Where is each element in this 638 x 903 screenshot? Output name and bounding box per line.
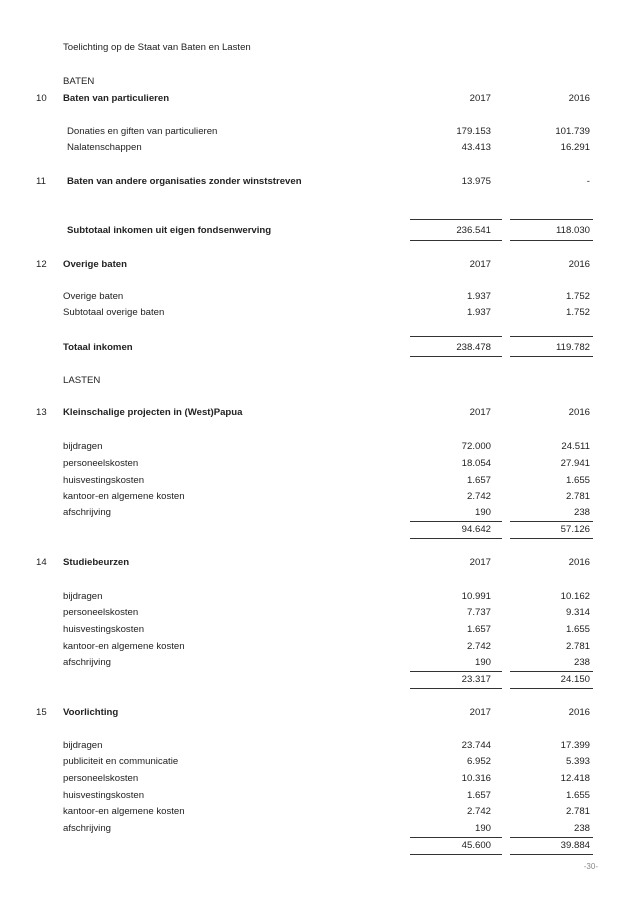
row-value-2016: 118.030 — [556, 225, 590, 236]
rule — [510, 521, 593, 522]
row-value-2016: 2.781 — [565, 806, 590, 817]
rule — [410, 837, 502, 838]
row-value-2016: 5.393 — [565, 756, 590, 767]
row-label: Nalatenschappen — [67, 142, 142, 153]
rule — [410, 240, 502, 241]
row-value-2017: 2.742 — [466, 491, 491, 502]
row-value-2017: 2.742 — [466, 641, 491, 652]
row-value-2017: 236.541 — [456, 225, 491, 236]
row-value-2017: 2.742 — [466, 806, 491, 817]
row-value-2017: 190 — [474, 507, 491, 518]
section-title: Baten van andere organisaties zonder winststreven — [67, 176, 302, 187]
row-value-2017: 1.657 — [466, 475, 491, 486]
row-value-2017: 6.952 — [466, 756, 491, 767]
rule — [410, 671, 502, 672]
row-label: publiciteit en communicatie — [63, 756, 179, 767]
row-label: Subtotaal overige baten — [63, 307, 165, 318]
row-label: Donaties en giften van particulieren — [67, 126, 218, 137]
row-value-2017: 1.657 — [466, 790, 491, 801]
row-label: kantoor-en algemene kosten — [63, 806, 185, 817]
year-2017: 2017 — [469, 93, 491, 104]
row-value-2016: 10.162 — [560, 591, 590, 602]
rule — [510, 219, 593, 220]
section-number: 11 — [36, 176, 46, 187]
row-value-2017: 10.316 — [461, 773, 491, 784]
row-label: bijdragen — [63, 441, 103, 452]
year-2017: 2017 — [469, 407, 491, 418]
row-value-2017: 179.153 — [456, 126, 491, 137]
row-label: Subtotaal inkomen uit eigen fondsenwerving — [67, 225, 272, 236]
year-2016: 2016 — [568, 557, 590, 568]
section-title: Voorlichting — [63, 707, 119, 718]
row-value-2016: 1.655 — [565, 475, 590, 486]
row-value-2016: 16.291 — [560, 142, 590, 153]
page-title: Toelichting op de Staat van Baten en Lasten — [63, 42, 251, 53]
row-label: Overige baten — [63, 291, 124, 302]
row-label: afschrijving — [63, 507, 111, 518]
row-value-2017: 190 — [474, 657, 491, 668]
row-value-2016: 27.941 — [560, 458, 590, 469]
row-label: huisvestingskosten — [63, 475, 145, 486]
row-value-2017: 13.975 — [461, 176, 491, 187]
rule — [410, 336, 502, 337]
row-label: kantoor-en algemene kosten — [63, 641, 185, 652]
row-value-2017: 1.937 — [466, 307, 491, 318]
row-value-2017: 10.991 — [461, 591, 491, 602]
row-value-2016: 1.752 — [565, 291, 590, 302]
row-label: bijdragen — [63, 740, 103, 751]
row-label: personeelskosten — [63, 458, 139, 469]
rule — [410, 356, 502, 357]
row-label: afschrijving — [63, 657, 111, 668]
section-number: 12 — [36, 259, 47, 270]
year-2016: 2016 — [568, 707, 590, 718]
row-value-2016: 1.655 — [565, 624, 590, 635]
lasten-heading: LASTEN — [63, 375, 101, 386]
row-value-2017: 238.478 — [456, 342, 491, 353]
rule — [410, 854, 502, 855]
rule — [510, 356, 593, 357]
row-value-2016: 1.655 — [565, 790, 590, 801]
row-value-2016: 238 — [573, 823, 590, 834]
year-2017: 2017 — [469, 707, 491, 718]
rule — [510, 538, 593, 539]
section-title: Kleinschalige projecten in (West)Papua — [63, 407, 243, 418]
baten-heading: BATEN — [63, 76, 95, 87]
rule — [410, 538, 502, 539]
row-value-2016: 2.781 — [565, 491, 590, 502]
row-value-2017: 7.737 — [466, 607, 491, 618]
rule — [410, 219, 502, 220]
rule — [510, 837, 593, 838]
year-2017: 2017 — [469, 259, 491, 270]
row-value-2017: 72.000 — [461, 441, 491, 452]
total-2016: 39.884 — [560, 840, 590, 851]
section-number: 13 — [36, 407, 47, 418]
section-number: 14 — [36, 557, 47, 568]
row-value-2016: 12.418 — [560, 773, 590, 784]
total-2017: 94.642 — [461, 524, 491, 535]
year-2016: 2016 — [568, 407, 590, 418]
row-value-2016: 9.314 — [565, 607, 590, 618]
section-title: Studiebeurzen — [63, 557, 130, 568]
total-2017: 23.317 — [461, 674, 491, 685]
total-2016: 57.126 — [560, 524, 590, 535]
row-value-2016: 101.739 — [555, 126, 590, 137]
row-value-2017: 1.657 — [466, 624, 491, 635]
section-title: Overige baten — [63, 259, 127, 270]
total-2016: 24.150 — [560, 674, 590, 685]
row-label: huisvestingskosten — [63, 790, 145, 801]
year-2016: 2016 — [568, 93, 590, 104]
row-value-2017: 18.054 — [461, 458, 491, 469]
rule — [510, 240, 593, 241]
rule — [510, 336, 593, 337]
year-2017: 2017 — [469, 557, 491, 568]
year-2016: 2016 — [568, 259, 590, 270]
row-value-2017: 43.413 — [461, 142, 491, 153]
row-value-2016: 1.752 — [565, 307, 590, 318]
row-value-2016: - — [586, 176, 590, 187]
rule — [510, 671, 593, 672]
total-2017: 45.600 — [461, 840, 491, 851]
row-label: Totaal inkomen — [63, 342, 133, 353]
row-value-2016: 238 — [573, 507, 590, 518]
row-label: bijdragen — [63, 591, 103, 602]
row-value-2017: 23.744 — [461, 740, 491, 751]
row-label: personeelskosten — [63, 773, 139, 784]
row-value-2016: 238 — [573, 657, 590, 668]
rule — [510, 854, 593, 855]
rule — [410, 688, 502, 689]
row-label: kantoor-en algemene kosten — [63, 491, 185, 502]
row-value-2017: 190 — [474, 823, 491, 834]
row-value-2017: 1.937 — [466, 291, 491, 302]
row-label: afschrijving — [63, 823, 111, 834]
row-value-2016: 119.782 — [556, 342, 590, 353]
row-label: personeelskosten — [63, 607, 139, 618]
row-value-2016: 17.399 — [560, 740, 590, 751]
rule — [510, 688, 593, 689]
section-number: 10 — [36, 93, 47, 104]
section-title: Baten van particulieren — [63, 93, 170, 104]
rule — [410, 521, 502, 522]
row-value-2016: 24.511 — [561, 441, 590, 452]
row-label: huisvestingskosten — [63, 624, 145, 635]
page-number: -30- — [583, 862, 598, 871]
row-value-2016: 2.781 — [565, 641, 590, 652]
section-number: 15 — [36, 707, 47, 718]
